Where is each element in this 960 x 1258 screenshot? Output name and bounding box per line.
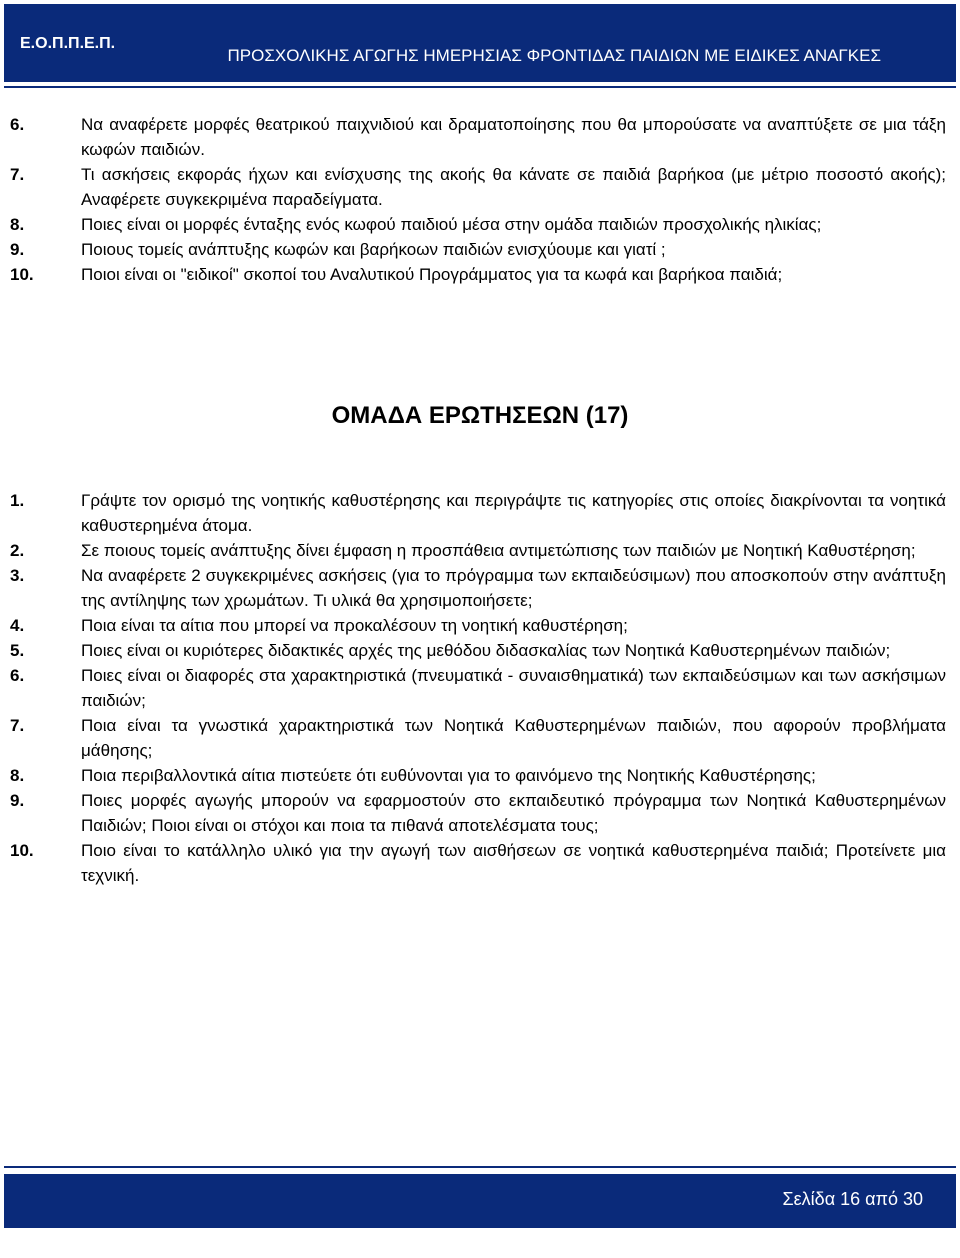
list-item — [10, 538, 946, 563]
header-org-name: Ε.Ο.Π.Π.Ε.Π. — [20, 35, 116, 52]
item-number: 7. — [10, 716, 25, 735]
question-list-section1 — [10, 112, 946, 287]
item-text: Ποια περιβαλλοντικά αίτια πιστεύετε ότι ευθύνονται για το φαινόμενο της Νοητικής Καθυστέρησης; — [81, 766, 816, 785]
item-number: 9. — [10, 240, 25, 259]
item-text: Ποιους τομείς ανάπτυξης κωφών και βαρήκοων παιδιών ενισχύουμε και γιατί ; — [81, 240, 666, 259]
page-number: Σελίδα 16 από 30 — [782, 1189, 923, 1209]
page-footer — [4, 1174, 956, 1228]
list-item — [10, 262, 946, 287]
list-item — [10, 162, 946, 212]
header-rule — [4, 86, 956, 88]
item-text: Σε ποιους τομείς ανάπτυξης δίνει έμφαση η προσπάθεια αντιμετώπισης των παιδιών με Νοητική Καθυστέρηση; — [81, 541, 916, 560]
item-text: Να αναφέρετε 2 συγκεκριμένες ασκήσεις (για το πρόγραμμα των εκπαιδεύσιμων) που αποσκοπούν στην ανάπτυξη της αντίληψης των χρωμάτων. Τι υλικά θα χρησιμοποιήσετε; — [81, 566, 946, 610]
item-text: Ποιοι είναι οι "ειδικοί" σκοποί του Αναλυτικού Προγράμματος για τα κωφά και βαρήκοα παιδιά; — [81, 265, 783, 284]
group-heading: ΟΜΑΔΑ ΕΡΩΤΗΣΕΩΝ (17) — [331, 402, 629, 429]
page-header — [4, 4, 956, 82]
item-number: 8. — [10, 766, 25, 785]
list-item — [10, 112, 946, 162]
item-text: Γράψτε τον ορισμό της νοητικής καθυστέρησης και περιγράψτε τις κατηγορίες στις οποίες διακρίνονται τα νοητικά καθυστερημένα άτομα. — [81, 491, 946, 535]
list-item — [10, 713, 946, 763]
item-text: Ποια είναι τα αίτια που μπορεί να προκαλέσουν τη νοητική καθυστέρηση; — [81, 616, 628, 635]
item-number: 8. — [10, 215, 25, 234]
list-item — [10, 763, 946, 788]
item-text: Τι ασκήσεις εκφοράς ήχων και ενίσχυσης της ακοής θα κάνατε σε παιδιά βαρήκοα (με μέτριο ποσοστό ακοής); Αναφέρετε συγκεκριμένα παραδείγματα. — [81, 165, 946, 209]
item-text: Ποιες μορφές αγωγής μπορούν να εφαρμοστούν στο εκπαιδευτικό πρόγραμμα των Νοητικά Καθυστερημένων Παιδιών; Ποιοι είναι οι στόχοι και ποια τα πιθανά αποτελέσματα τους; — [81, 791, 946, 835]
list-item — [10, 638, 946, 663]
item-text: Ποιες είναι οι κυριότερες διδακτικές αρχές της μεθόδου διδασκαλίας των Νοητικά Καθυστερημένων παιδιών; — [81, 641, 891, 660]
item-number: 7. — [10, 165, 25, 184]
list-item — [10, 488, 946, 538]
item-text: Ποιο είναι το κατάλληλο υλικό για την αγωγή των αισθήσεων σε νοητικά καθυστερημένα παιδιά; Προτείνετε μια τεχνική. — [81, 841, 946, 885]
item-text: Ποια είναι τα γνωστικά χαρακτηριστικά των Νοητικά Καθυστερημένων παιδιών, που αφορούν προβλήματα μάθησης; — [81, 716, 946, 760]
question-list-section2 — [10, 488, 946, 888]
list-item — [10, 212, 946, 237]
item-number: 10. — [10, 841, 34, 860]
list-item — [10, 838, 946, 888]
item-text: Ποιες είναι οι διαφορές στα χαρακτηριστικά (πνευματικά - συναισθηματικά) των εκπαιδεύσιμων και των ασκήσιμων παιδιών; — [81, 666, 946, 710]
item-number: 5. — [10, 641, 25, 660]
item-number: 10. — [10, 265, 34, 284]
header-program-title: ΠΡΟΣΧΟΛΙΚΗΣ ΑΓΩΓΗΣ ΗΜΕΡΗΣΙΑΣ ΦΡΟΝΤΙΔΑΣ ΠΑΙΔΙΩΝ ΜΕ ΕΙΔΙΚΕΣ ΑΝΑΓΚΕΣ — [227, 46, 881, 65]
item-number: 4. — [10, 616, 25, 635]
item-number: 1. — [10, 491, 25, 510]
list-item — [10, 663, 946, 713]
list-item — [10, 788, 946, 838]
item-number: 9. — [10, 791, 25, 810]
item-number: 3. — [10, 566, 25, 585]
footer-rule — [4, 1166, 956, 1168]
list-item — [10, 237, 946, 262]
item-text: Να αναφέρετε μορφές θεατρικού παιχνιδιού και δραματοποίησης που θα μπορούσατε να αναπτύξετε σε μια τάξη κωφών παιδιών. — [81, 115, 946, 159]
item-number: 6. — [10, 666, 25, 685]
item-number: 2. — [10, 541, 25, 560]
item-number: 6. — [10, 115, 25, 134]
list-item — [10, 563, 946, 613]
item-text: Ποιες είναι οι μορφές ένταξης ενός κωφού παιδιού μέσα στην ομάδα παιδιών προσχολικής ηλικίας; — [81, 215, 822, 234]
list-item — [10, 613, 946, 638]
